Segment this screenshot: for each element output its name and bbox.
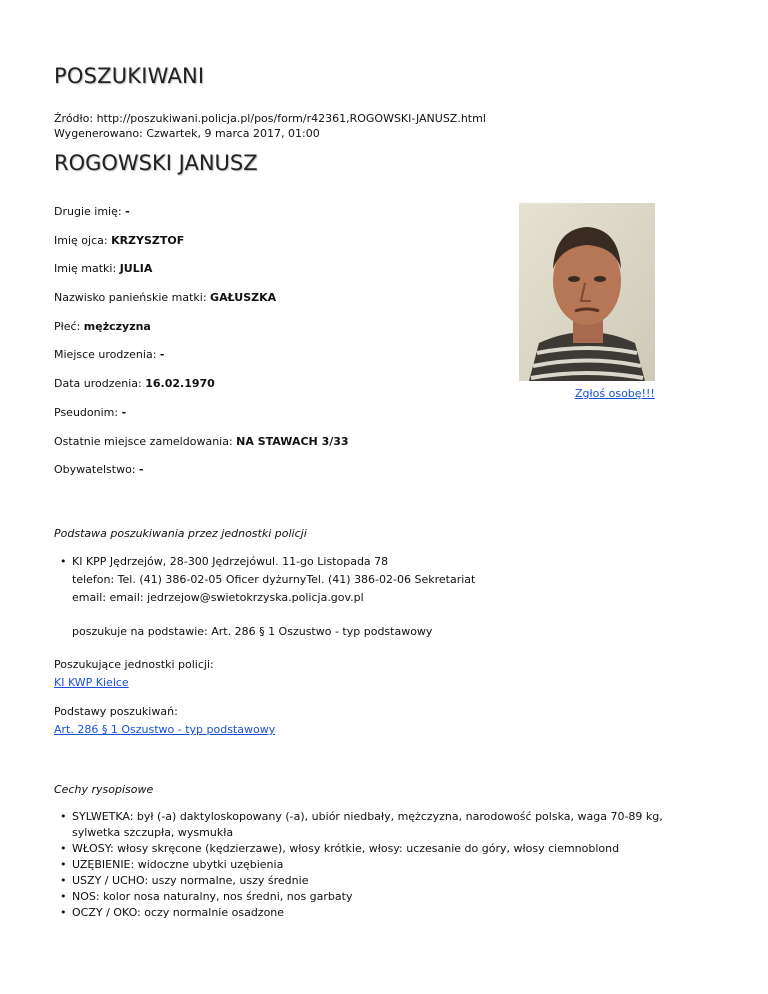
field-mother-maiden-name: Nazwisko panieńskie matki: GAŁUSZKA — [54, 291, 277, 305]
kwp-kielce-link[interactable]: KI KWP Kielce — [54, 676, 129, 689]
police-unit-list — [54, 553, 475, 641]
feature-item: • SYLWETKA: był (-a) daktyloskopowany (-a), ubiór niedbały, mężczyzna, narodowość polska, waga 70-89 kg, sylwetka szczupła, wysmukła — [62, 809, 694, 841]
searching-units: Poszukujące jednostki policji: KI KWP Kielce — [54, 658, 214, 689]
field-birthplace: Miejsce urodzenia: - — [54, 348, 165, 362]
field-birthdate: Data urodzenia: 16.02.1970 — [54, 377, 215, 391]
feature-item: • USZY / UCHO: uszy normalne, uszy średnie — [62, 873, 694, 889]
field-father-name: Imię ojca: KRZYSZTOF — [54, 233, 185, 247]
features-title: Cechy rysopisowe — [54, 783, 154, 796]
feature-item: • NOS: kolor nosa naturalny, nos średni, nos garbaty — [62, 889, 694, 905]
field-middle-name: Drugie imię: - — [54, 205, 130, 218]
basis-title: Podstawa poszukiwania przez jednostki policji — [54, 527, 307, 540]
meta-info — [54, 111, 486, 141]
person-fields — [54, 205, 349, 492]
search-grounds: Podstawy poszukiwań: Art. 286 § 1 Oszustwo - typ podstawowy — [54, 705, 276, 736]
feature-item: • OCZY / OKO: oczy normalnie osadzone — [62, 905, 694, 921]
field-citizenship: Obywatelstwo: - — [54, 463, 144, 477]
police-unit-item: • KI KPP Jędrzejów, 28-300 Jędrzejówul. 11-go Listopada 78 telefon: Tel. (41) 386-02-05 Oficer dyżurnyTel. (41) 386-02-06 Sekretariat email: email: jedrzejow@swietokrzyska.policja.gov.pl poszukuje na podstawie: Art. 286 § 1 Oszustwo - typ podstawowy — [62, 553, 475, 641]
features-list-wrap — [54, 809, 694, 921]
source-line: Źródło: http://poszukiwani.policja.pl/pos/form/r42361,ROGOWSKI-JANUSZ.html — [54, 112, 486, 125]
feature-item: • UZĘBIENIE: widoczne ubytki uzębienia — [62, 857, 694, 873]
field-mother-name: Imię matki: JULIA — [54, 262, 153, 276]
person-photo — [519, 203, 655, 381]
field-last-address: Ostatnie miejsce zameldowania: NA STAWACH 3/33 — [54, 434, 349, 448]
field-sex: Płeć: mężczyzna — [54, 319, 151, 333]
generated-line: Wygenerowano: Czwartek, 9 marca 2017, 01:00 — [54, 127, 320, 140]
person-name: ROGOWSKI JANUSZ — [54, 151, 258, 175]
feature-item: • WŁOSY: włosy skręcone (kędzierzawe), włosy krótkie, włosy: uczesanie do góry, włosy ciemnoblond — [62, 841, 694, 857]
police-unit-info — [54, 553, 475, 641]
features-list — [54, 809, 694, 921]
report-person-link[interactable]: Zgłoś osobę!!! — [575, 387, 655, 400]
art-286-link[interactable]: Art. 286 § 1 Oszustwo - typ podstawowy — [54, 723, 276, 736]
site-title: POSZUKIWANI — [54, 64, 205, 88]
field-nickname: Pseudonim: - — [54, 405, 127, 419]
